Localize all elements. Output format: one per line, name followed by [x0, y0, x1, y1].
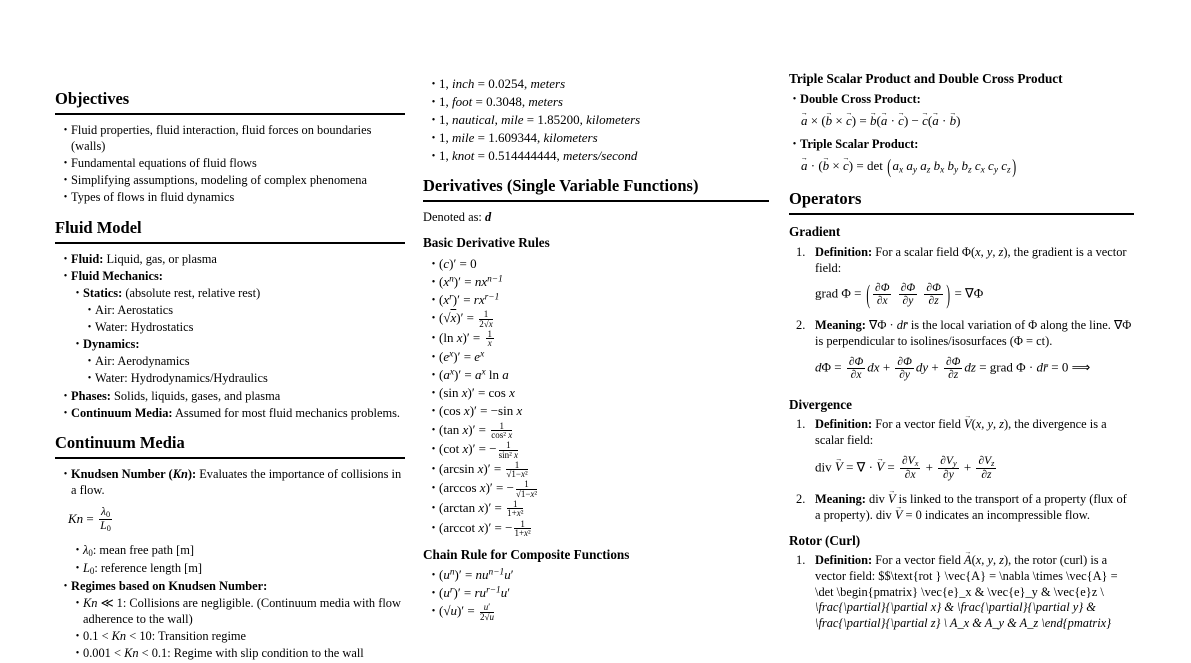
list-item	[60, 173, 405, 189]
bullet-icon	[72, 286, 83, 302]
list-item	[60, 467, 405, 498]
list-item	[84, 371, 405, 387]
fluid-model-text: Dynamics:	[83, 337, 140, 352]
section-heading-operators: Operators	[789, 190, 1134, 215]
bullet-icon	[84, 371, 95, 387]
gradient-meaning-text: Meaning: ∇Φ · dr̄ is the local variation of Φ along the line. ∇Φ is perpendicular to isolines/isosurfaces (Φ = ct).	[815, 318, 1132, 348]
list-item	[60, 389, 405, 405]
gradient-formula: grad Φ = ( $\frac{\partial\Phi}{\partial x}$ $\frac{\partial\Phi}{\partial y}$ $\frac{\partial\Phi}{\partial z}$ ) = ∇Φ	[815, 278, 984, 309]
bullet-icon	[60, 123, 71, 154]
numbered-item	[789, 245, 1134, 314]
subheading-divergence: Divergence	[789, 396, 852, 412]
derivative-rule	[428, 292, 769, 309]
list-item	[72, 596, 405, 627]
list-item	[60, 269, 405, 285]
unit-text: 1, knot = 0.514444444, meters/second	[439, 147, 638, 163]
bullet-icon	[72, 596, 83, 627]
bullet-icon	[428, 94, 439, 111]
list-item	[789, 92, 1134, 108]
bullet-icon	[428, 500, 439, 518]
subheading-basic-derivative-rules: Basic Derivative Rules	[423, 235, 550, 251]
item-body	[815, 553, 1134, 631]
knudsen-formula: Kn = $\frac{\lambda_0}{L_0}$	[68, 505, 111, 534]
bullet-icon	[60, 190, 71, 206]
gradient-differential-formula: dΦ = $\frac{\partial\Phi}{\partial x}$ dx + $\frac{\partial\Phi}{\partial y}$ dy + $\frac{\partial\Phi}{\partial z}$ dz = grad Φ · dr̄ = 0 ⟹	[815, 355, 1091, 381]
bullet-icon	[60, 389, 71, 405]
derivative-rule	[428, 422, 769, 440]
right-column	[789, 0, 1134, 635]
fluid-model-text: Statics: (absolute rest, relative rest)	[83, 285, 261, 300]
knudsen-lead-text: Knudsen Number (Kn): Evaluates the importance of collisions in a flow.	[71, 467, 402, 497]
bullet-icon	[60, 269, 71, 285]
item-number: 2.	[796, 492, 806, 507]
subheading-triple-scalar-product: Triple Scalar Product and Double Cross Product	[789, 71, 1063, 86]
rule-formula: (√x)′ = $\frac{1}{2√x}$	[439, 308, 493, 329]
list-item	[72, 543, 405, 559]
bullet-icon	[428, 585, 439, 602]
section-heading-derivatives: Derivatives (Single Variable Functions)	[423, 177, 769, 202]
unit-conversion	[428, 130, 769, 147]
list-item	[72, 337, 405, 353]
list-item	[60, 252, 405, 268]
rule-formula: (c)′ = 0	[439, 255, 477, 271]
item-body	[815, 318, 1134, 387]
double-cross-product-label: Double Cross Product:	[800, 91, 921, 106]
regime-text: 0.1 < Kn < 10: Transition regime	[83, 628, 247, 643]
bullet-icon	[428, 349, 439, 366]
list-item	[72, 629, 405, 645]
bullet-icon	[428, 76, 439, 93]
item-body	[815, 492, 1134, 523]
bullet-icon	[428, 385, 439, 402]
objective-text: Types of flows in fluid dynamics	[71, 189, 235, 204]
bullet-icon	[428, 130, 439, 147]
derivative-rule	[428, 349, 769, 366]
rule-formula: $(e^x)' = e^x$	[439, 349, 485, 365]
derivative-rule	[428, 256, 769, 273]
numbered-item	[789, 492, 1134, 523]
item-number: 1.	[796, 553, 806, 568]
derivative-rule	[428, 500, 769, 518]
bullet-icon	[428, 256, 439, 273]
derivative-rule	[428, 461, 769, 479]
bullet-icon	[84, 354, 95, 370]
derivative-rule	[428, 310, 769, 328]
unit-text: 1, inch = 0.0254, meters	[439, 75, 566, 91]
rule-formula: (ln x)′ = $\frac{1}{x}$	[439, 328, 492, 349]
bullet-icon	[789, 137, 800, 153]
rule-formula: (arccot x)′ = − $\frac{1}{\text{1+x²}}$	[439, 518, 531, 539]
unit-text: 1, nautical, mile = 1.85200, kilometers	[439, 111, 641, 127]
unit-text: 1, mile = 1.609344, kilometers	[439, 129, 598, 145]
list-item	[60, 156, 405, 172]
list-item	[84, 354, 405, 370]
item-body	[815, 245, 1134, 314]
left-column	[55, 0, 405, 663]
rule-formula: (cos x)′ = −sin x	[439, 403, 523, 419]
fluid-model-text: Water: Hydrodynamics/Hydraulics	[95, 371, 268, 386]
list-item	[60, 579, 405, 595]
rotor-definition-text: Definition: For a vector field A →(x, y, z), the rotor (curl) is a vector field: $$\text{rot } \vec{A} = \nabla \times \vec{A} = \det \begin{pmatrix} \vec{e}_x & \vec{e}_y & \vec{e}z \ \frac{\partial}{\partial x} & \frac{\partial}{\partial y} & \frac{\partial}{\partial z} \ A_x & A_y & A_z \end{pmatrix}	[815, 553, 1134, 631]
regime-text: 0.001 < Kn < 0.1: Regime with slip condition to the wall	[83, 645, 364, 660]
list-item	[60, 123, 405, 154]
bullet-icon	[72, 337, 83, 353]
bullet-icon	[428, 480, 439, 498]
item-number: 1.	[796, 417, 806, 432]
divergence-meaning-text: Meaning: div V → is linked to the transport of a property (flux of a property). div V → = 0 indicates an incompressible flow.	[815, 492, 1134, 523]
bullet-icon	[428, 422, 439, 440]
numbered-item	[789, 553, 1134, 631]
chain-rule	[428, 585, 769, 602]
bullet-icon	[428, 567, 439, 584]
rule-formula: (arccos x)′ = − $\frac{1}{\text{√1−x²}}$	[439, 479, 538, 499]
rule-formula: (sin x)′ = cos x	[439, 385, 515, 401]
numbered-item	[789, 417, 1134, 488]
denoted-as-text: Denoted as: d	[423, 210, 492, 225]
bullet-icon	[428, 310, 439, 328]
fluid-model-text: Fluid: Liquid, gas, or plasma	[71, 251, 217, 266]
derivative-rule	[428, 441, 769, 459]
bullet-icon	[72, 646, 83, 662]
rule-formula: $(x^r)' = rx^{r-1}$	[439, 291, 500, 307]
bullet-icon	[789, 92, 800, 108]
bullet-icon	[428, 461, 439, 479]
bullet-icon	[72, 543, 83, 559]
lambda-definition: $\lambda_0$: mean free path [m]	[83, 543, 194, 559]
bullet-icon	[428, 148, 439, 165]
rule-formula: $(u^n)' = nu^{n-1}u'$	[439, 567, 514, 583]
item-number: 2.	[796, 318, 806, 333]
chain-rule	[428, 603, 769, 621]
unit-conversion	[428, 112, 769, 129]
derivative-rule	[428, 385, 769, 402]
bullet-icon	[428, 330, 439, 348]
derivative-rule	[428, 274, 769, 291]
bullet-icon	[60, 406, 71, 422]
list-item	[72, 561, 405, 577]
bullet-icon	[60, 156, 71, 172]
objective-text: Simplifying assumptions, modeling of complex phenomena	[71, 172, 367, 187]
rule-formula: (arctan x)′ = $\frac{1}{\text{1+x²}}$	[439, 498, 524, 519]
fluid-model-text: Fluid Mechanics:	[71, 268, 163, 283]
length-definition: $L_0$: reference length [m]	[83, 560, 203, 577]
section-heading-fluid-model: Fluid Model	[55, 219, 405, 244]
item-number: 1.	[796, 244, 806, 259]
divergence-definition-text: Definition: For a vector field V →(x, y, z), the divergence is a scalar field:	[815, 417, 1134, 448]
subheading-rotor-curl: Rotor (Curl)	[789, 532, 861, 548]
regimes-lead-text: Regimes based on Knudsen Number:	[71, 578, 268, 593]
gradient-definition-text: Definition: For a scalar field Φ(x, y, z), the gradient is a vector field:	[815, 244, 1127, 275]
bullet-icon	[428, 441, 439, 459]
rule-formula: $(a^x)' = a^x$ ln a	[439, 367, 509, 383]
bullet-icon	[84, 320, 95, 336]
derivative-rule	[428, 330, 769, 348]
divergence-formula: div V → = ∇ · V → = $\frac{\partial V_x}{\partial x}$ + $\frac{\partial V_y}{\partial y}$ + $\frac{\partial V_z}{\partial z}$	[815, 455, 1134, 482]
unit-conversion	[428, 94, 769, 111]
bullet-icon	[428, 274, 439, 291]
section-heading-objectives: Objectives	[55, 90, 405, 115]
triple-scalar-product-formula: a → · (b → × c →) = $\det (a_x$ $a_y$ $a_z$ $b_x$ $b_y$ $b_z$ $c_x$ $c_y$ $c_z$)	[789, 158, 1134, 177]
list-item	[84, 303, 405, 319]
rule-formula: (arcsin x)′ = $\frac{1}{\text{√1−x²}}$	[439, 459, 528, 480]
derivative-rule	[428, 520, 769, 538]
list-item	[72, 646, 405, 662]
bullet-icon	[72, 629, 83, 645]
unit-conversion	[428, 148, 769, 165]
rule-formula: $(u^r)' = ru^{r-1}u'$	[439, 585, 511, 601]
fluid-model-text: Air: Aerodynamics	[95, 354, 190, 369]
derivative-rule	[428, 367, 769, 384]
triple-scalar-product-label: Triple Scalar Product:	[800, 136, 919, 151]
list-item	[72, 286, 405, 302]
bullet-icon	[428, 292, 439, 309]
rule-formula: (√u)′ = $\frac{u'}{2√u}$	[439, 602, 494, 622]
rule-formula: (tan x)′ = $\frac{1}{\text{cos² x}}$	[439, 420, 513, 441]
fluid-model-text: Water: Hydrostatics	[95, 320, 194, 335]
bullet-icon	[428, 367, 439, 384]
bullet-icon	[60, 579, 71, 595]
list-item	[60, 190, 405, 206]
chain-rule	[428, 567, 769, 584]
subheading-gradient: Gradient	[789, 224, 841, 240]
section-heading-continuum-media: Continuum Media	[55, 434, 405, 459]
rule-formula: $(x^n)' = nx^{n-1}$	[439, 273, 503, 289]
bullet-icon	[428, 403, 439, 420]
middle-column	[423, 0, 769, 623]
fluid-model-text: Air: Aerostatics	[95, 302, 174, 317]
bullet-icon	[60, 173, 71, 189]
rule-formula: (cot x)′ = − $\frac{1}{\text{sin² x}}$	[439, 440, 519, 460]
unit-conversion	[428, 76, 769, 93]
fluid-model-text: Continuum Media: Assumed for most fluid mechanics problems.	[71, 405, 401, 420]
double-cross-product-formula: a → × (b → × c →) = b →(a → · c →) − c →(a → · b →)	[789, 113, 1134, 129]
item-body	[815, 417, 1134, 488]
bullet-icon	[84, 303, 95, 319]
regime-text: Kn ≪ 1: Collisions are negligible. (Continuum media with flow adherence to the wall)	[83, 596, 401, 626]
bullet-icon	[72, 561, 83, 577]
bullet-icon	[428, 603, 439, 621]
list-item	[84, 320, 405, 336]
derivative-rule	[428, 480, 769, 498]
bullet-icon	[60, 467, 71, 498]
objective-text: Fundamental equations of fluid flows	[71, 155, 257, 170]
bullet-icon	[60, 252, 71, 268]
bullet-icon	[428, 520, 439, 538]
unit-text: 1, foot = 0.3048, meters	[439, 93, 563, 109]
derivative-rule	[428, 403, 769, 420]
numbered-item	[789, 318, 1134, 387]
bullet-icon	[428, 112, 439, 129]
list-item	[60, 406, 405, 422]
subheading-chain-rule: Chain Rule for Composite Functions	[423, 546, 630, 562]
list-item	[789, 137, 1134, 153]
fluid-model-text: Phases: Solids, liquids, gases, and plasma	[71, 388, 281, 403]
objective-text: Fluid properties, fluid interaction, fluid forces on boundaries (walls)	[71, 122, 372, 153]
